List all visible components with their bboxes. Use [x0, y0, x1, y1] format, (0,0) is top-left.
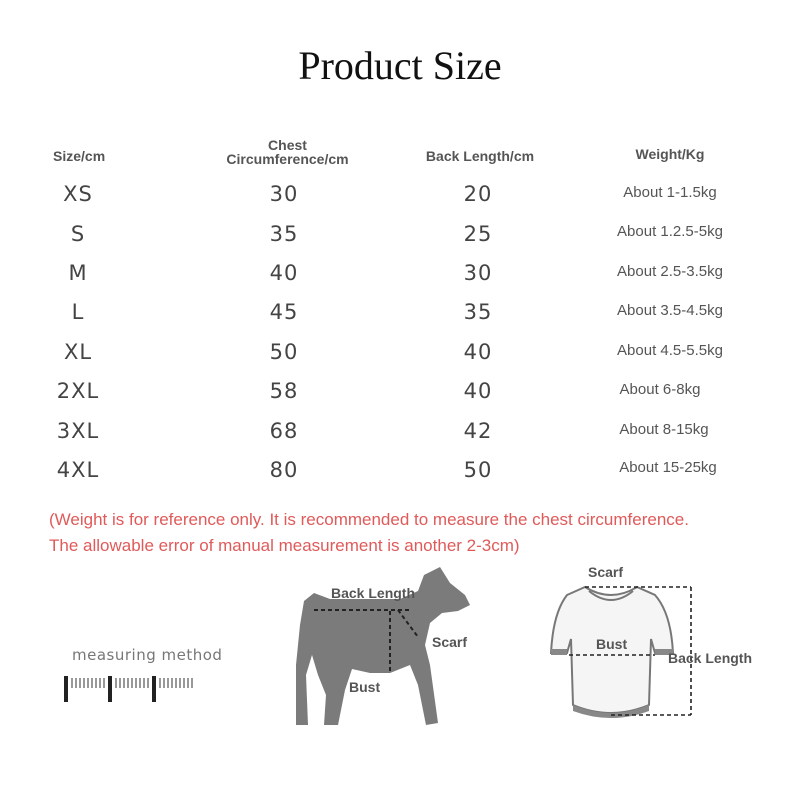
table-cell-back: 40 — [463, 340, 493, 364]
header-chest — [220, 138, 355, 166]
measuring-method-label: measuring method — [72, 646, 223, 664]
table-cell-chest: 80 — [269, 458, 299, 482]
header-weight: Weight/Kg — [635, 146, 705, 162]
page-title: Product Size — [298, 43, 502, 88]
table-cell-back: 20 — [463, 182, 493, 206]
dog-back-length-label: Back Length — [331, 585, 416, 601]
table-cell-weight: About 1-1.5kg — [623, 184, 717, 201]
table-cell-size: M — [68, 261, 88, 285]
table-cell-weight: About 4.5-5.5kg — [617, 342, 723, 359]
table-cell-size: 2XL — [56, 379, 100, 403]
table-cell-chest: 45 — [269, 300, 299, 324]
header-chest-line2: Circumference/cm — [226, 151, 349, 167]
tape-measure-icon — [64, 674, 200, 704]
table-cell-weight: About 15-25kg — [619, 459, 717, 476]
table-cell-chest: 68 — [269, 419, 299, 443]
table-cell-size: XL — [63, 340, 93, 364]
note-line-1: (Weight is for reference only. It is recommended to measure the chest circumference. — [49, 510, 689, 529]
table-cell-chest: 30 — [269, 182, 299, 206]
table-cell-back: 30 — [463, 261, 493, 285]
table-cell-chest: 50 — [269, 340, 299, 364]
table-cell-weight: About 3.5-4.5kg — [617, 302, 723, 319]
table-cell-size: S — [70, 222, 86, 246]
shirt-bust-label: Bust — [596, 636, 628, 652]
table-cell-size: XS — [63, 182, 93, 206]
table-cell-back: 35 — [463, 300, 493, 324]
table-cell-weight: About 1.2.5-5kg — [617, 223, 723, 240]
header-size: Size/cm — [53, 148, 106, 164]
dog-bust-label: Bust — [349, 679, 381, 695]
dog-scarf-label: Scarf — [432, 634, 468, 650]
table-cell-size: 3XL — [56, 419, 100, 443]
table-cell-chest: 35 — [269, 222, 299, 246]
header-back-length: Back Length/cm — [425, 148, 535, 164]
table-cell-size: 4XL — [56, 458, 100, 482]
table-cell-weight: About 8-15kg — [619, 421, 709, 438]
shirt-back-length-label: Back Length — [668, 650, 753, 666]
table-cell-back: 42 — [463, 419, 493, 443]
table-cell-back: 40 — [463, 379, 493, 403]
table-cell-weight: About 2.5-3.5kg — [617, 263, 723, 280]
table-cell-chest: 40 — [269, 261, 299, 285]
note-line-2: The allowable error of manual measurement is another 2-3cm) — [49, 536, 520, 555]
header-chest-line1: Chest — [268, 137, 307, 153]
table-cell-back: 50 — [463, 458, 493, 482]
table-cell-weight: About 6-8kg — [619, 381, 701, 398]
table-cell-size: L — [71, 300, 85, 324]
shirt-scarf-label: Scarf — [588, 564, 624, 580]
table-cell-back: 25 — [463, 222, 493, 246]
table-cell-chest: 58 — [269, 379, 299, 403]
